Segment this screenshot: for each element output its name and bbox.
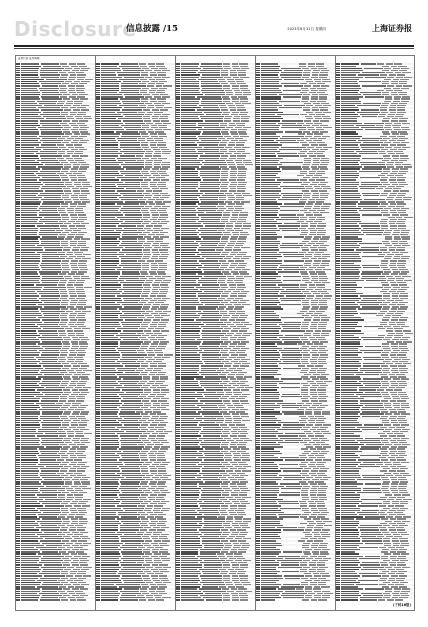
column-header: 证券代码 证券简称	[18, 57, 40, 60]
table-row	[336, 599, 414, 601]
table-column-5	[336, 57, 414, 609]
table-rows	[336, 63, 414, 601]
header-rule-thin	[14, 48, 414, 49]
issue-date: 2023年8月31日 星期四	[287, 27, 326, 31]
column-divider	[175, 55, 176, 610]
table-rows	[96, 63, 175, 601]
table-column-1	[16, 57, 95, 609]
table-row	[176, 599, 255, 601]
disclosure-table	[15, 55, 415, 611]
column-divider	[335, 55, 336, 610]
column-header	[176, 57, 255, 61]
newspaper-name: 上海证券报	[372, 23, 412, 33]
page-header	[14, 18, 414, 44]
section-title: 信息披露 /15	[126, 24, 178, 34]
column-header	[336, 57, 414, 61]
table-row	[256, 599, 335, 601]
brand-title: Disclosure	[14, 17, 137, 41]
table-row	[96, 599, 175, 601]
column-header	[256, 57, 335, 61]
table-rows	[256, 63, 335, 601]
table-rows	[176, 63, 255, 601]
table-row	[16, 599, 95, 601]
column-divider	[95, 55, 96, 610]
table-column-3	[176, 57, 255, 609]
table-column-2	[96, 57, 175, 609]
header-rule	[14, 45, 414, 47]
column-header	[96, 57, 175, 61]
column-divider	[255, 55, 256, 610]
continued-mark: (下转16版)	[393, 603, 411, 607]
table-rows	[16, 63, 95, 601]
table-column-4	[256, 57, 335, 609]
